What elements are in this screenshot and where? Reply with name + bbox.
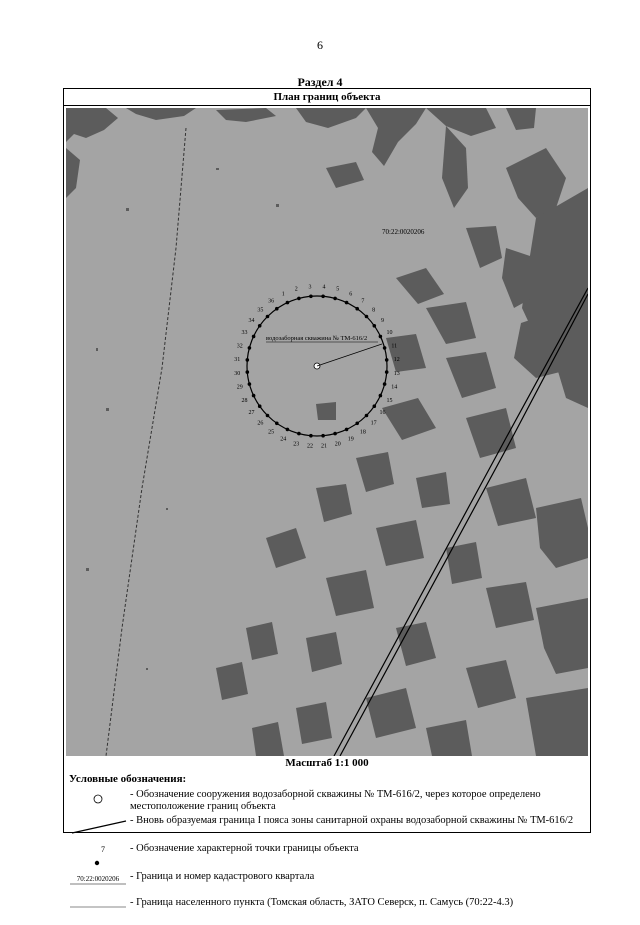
vegetation-patch [266, 528, 306, 568]
vegetation-patch [316, 484, 352, 522]
scale-label: Масштаб 1:1 000 [285, 757, 369, 769]
boundary-point-label: 21 [321, 443, 327, 450]
boundary-point-label: 18 [359, 429, 366, 436]
boundary-point [275, 307, 279, 311]
map-area [66, 108, 588, 756]
boundary-point [333, 432, 337, 436]
vegetation-speck [126, 208, 129, 211]
boundary-point-label: 14 [391, 384, 398, 391]
vegetation-patch [216, 662, 248, 700]
boundary-point [309, 295, 313, 299]
boundary-point-label: 17 [370, 420, 377, 427]
plan-title: План границ объекта [64, 89, 590, 106]
boundary-point-label: 28 [241, 397, 248, 404]
vegetation-patch [246, 622, 278, 660]
vegetation-patch [426, 108, 496, 136]
vegetation-patch [386, 334, 426, 372]
vegetation-patch [446, 352, 496, 398]
boundary-point-label: 24 [280, 436, 287, 443]
vegetation-patch [306, 632, 342, 672]
vegetation-patch [486, 478, 536, 526]
boundary-point [373, 404, 377, 408]
boundary-point [252, 394, 256, 398]
cadastral-line-icon [68, 871, 128, 895]
section-title: Раздел 4 [297, 75, 343, 89]
boundary-point [297, 297, 301, 301]
boundary-point-label: 15 [386, 397, 393, 404]
boundary-point [333, 297, 337, 301]
vegetation-speck [86, 568, 89, 571]
boundary-point-label: 20 [334, 441, 341, 448]
vegetation-patch [426, 302, 476, 344]
vegetation-speck [96, 348, 98, 351]
boundary-point [248, 382, 252, 386]
vegetation-patch [536, 498, 588, 568]
boundary-point-label: 6 [349, 291, 353, 298]
boundary-point-label: 4 [322, 284, 326, 291]
vegetation-patch [366, 688, 416, 738]
boundary-point [345, 301, 349, 305]
boundary-point [373, 324, 377, 328]
boundary-point-label: 11 [391, 343, 398, 350]
boundary-point-label: 3 [308, 284, 312, 291]
boundary-point-label: 34 [248, 318, 255, 325]
vegetation-patch [446, 542, 482, 584]
boundary-point [286, 301, 290, 305]
vegetation-patch [326, 162, 364, 188]
boundary-point-label: 16 [379, 409, 386, 416]
vegetation-patch [426, 720, 472, 756]
vegetation-patch [396, 622, 436, 666]
point-icon [68, 843, 128, 867]
vegetation-patch [536, 598, 588, 674]
well-label: водозаборная скважина № ТМ-616/2 [266, 335, 368, 342]
boundary-point [383, 346, 387, 350]
boundary-point-label: 19 [347, 436, 354, 443]
boundary-line-icon [68, 815, 128, 839]
vegetation-patch [356, 452, 394, 492]
boundary-point-label: 8 [372, 307, 376, 314]
boundary-point-label: 23 [293, 441, 300, 448]
boundary-point [379, 335, 383, 339]
vegetation-patch [379, 398, 436, 440]
boundary-point [266, 315, 270, 319]
boundary-point [365, 315, 369, 319]
vegetation-patch [66, 148, 80, 198]
page-number: 6 [317, 38, 323, 52]
boundary-point-label: 2 [294, 286, 298, 293]
boundary-point-label: 5 [336, 286, 340, 293]
boundary-point [246, 370, 250, 374]
vegetation-patch [66, 108, 118, 142]
boundary-point [345, 428, 349, 432]
legend-text-point: - Обозначение характерной точки границы объекта [130, 843, 359, 854]
point-icon-label: 7 [101, 845, 105, 854]
vegetation-patch [416, 472, 450, 508]
vegetation-patch [252, 722, 284, 756]
boundary-point [383, 382, 387, 386]
vegetation-speck [166, 508, 168, 510]
vegetation-patch [442, 126, 468, 208]
legend-text-boundary: - Вновь образуемая граница I пояса зоны санитарной охраны водозаборной скважины № ТМ-616/2 [130, 815, 574, 826]
boundary-point [286, 428, 290, 432]
boundary-point-label: 26 [257, 420, 264, 427]
boundary-point [379, 394, 383, 398]
vegetation-patch [466, 226, 502, 268]
cadastral-icon-label: 70:22:0020206 [76, 875, 120, 883]
boundary-point-label: 31 [234, 357, 241, 363]
boundary-point [385, 370, 389, 374]
boundary-point-label: 7 [361, 298, 365, 305]
boundary-point [321, 434, 325, 438]
vegetation-patch [296, 702, 332, 744]
boundary-point-label: 13 [393, 371, 400, 377]
boundary-point-label: 25 [268, 429, 275, 436]
boundary-point [275, 422, 279, 426]
boundary-point [355, 422, 359, 426]
boundary-point-label: 9 [381, 318, 384, 325]
vegetation-speck [276, 204, 279, 207]
boundary-point-label: 10 [386, 330, 393, 337]
legend-text-well: - Обозначение сооружения водозаборной скважины № ТМ-616/2, через которое определено местоположение границ объекта [130, 789, 541, 812]
vegetation-speck [106, 408, 109, 411]
boundary-point-label: 22 [307, 443, 313, 450]
vegetation-patch [366, 108, 426, 166]
vegetation-patch [316, 402, 336, 420]
settlement-line-icon [68, 897, 128, 921]
vegetation-patch [526, 688, 588, 756]
legend-text-cadastral: - Граница и номер кадастрового квартала [130, 871, 315, 882]
boundary-point-label: 33 [241, 330, 248, 337]
well-leader-line [317, 344, 382, 366]
vegetation-speck [146, 668, 148, 670]
boundary-point [248, 346, 252, 350]
vegetation-speck [216, 168, 219, 170]
legend-title: Условные обозначения: [69, 773, 187, 785]
vegetation-patch [326, 570, 374, 616]
boundary-point [258, 404, 262, 408]
circle-icon [68, 789, 128, 813]
vegetation-patch [216, 108, 276, 122]
boundary-point [297, 432, 301, 436]
boundary-point-label: 35 [257, 307, 264, 314]
boundary-point-label: 32 [236, 343, 243, 350]
vegetation-patch [506, 108, 536, 130]
boundary-point [355, 307, 359, 311]
boundary-point-label: 27 [248, 409, 255, 416]
vegetation-patch [396, 268, 444, 304]
boundary-point [258, 324, 262, 328]
map-svg [66, 108, 588, 756]
boundary-point [246, 358, 250, 362]
boundary-point-label: 29 [236, 384, 243, 391]
boundary-point-label: 1 [281, 291, 285, 298]
plan-frame [63, 88, 591, 908]
boundary-point [252, 335, 256, 339]
boundary-point [385, 358, 389, 362]
boundary-point [309, 434, 313, 438]
boundary-point [321, 295, 325, 299]
vegetation-patch [126, 108, 196, 120]
boundary-point-label: 36 [268, 298, 275, 305]
boundary-point [266, 414, 270, 418]
boundary-point-label: 30 [234, 371, 241, 377]
cadastral-boundary-line [106, 128, 186, 756]
boundary-point-label: 12 [393, 357, 400, 363]
vegetation-patch [466, 660, 516, 708]
vegetation-patch [376, 520, 424, 566]
vegetation-patch [486, 582, 534, 628]
boundary-point [365, 414, 369, 418]
vegetation-patch [296, 108, 366, 128]
cadastral-number-label: 70:22:0020206 [382, 228, 425, 236]
legend-text-settlement: - Граница населенного пункта (Томская область, ЗАТО Северск, п. Самусь (70:22-4.3) [130, 897, 514, 908]
